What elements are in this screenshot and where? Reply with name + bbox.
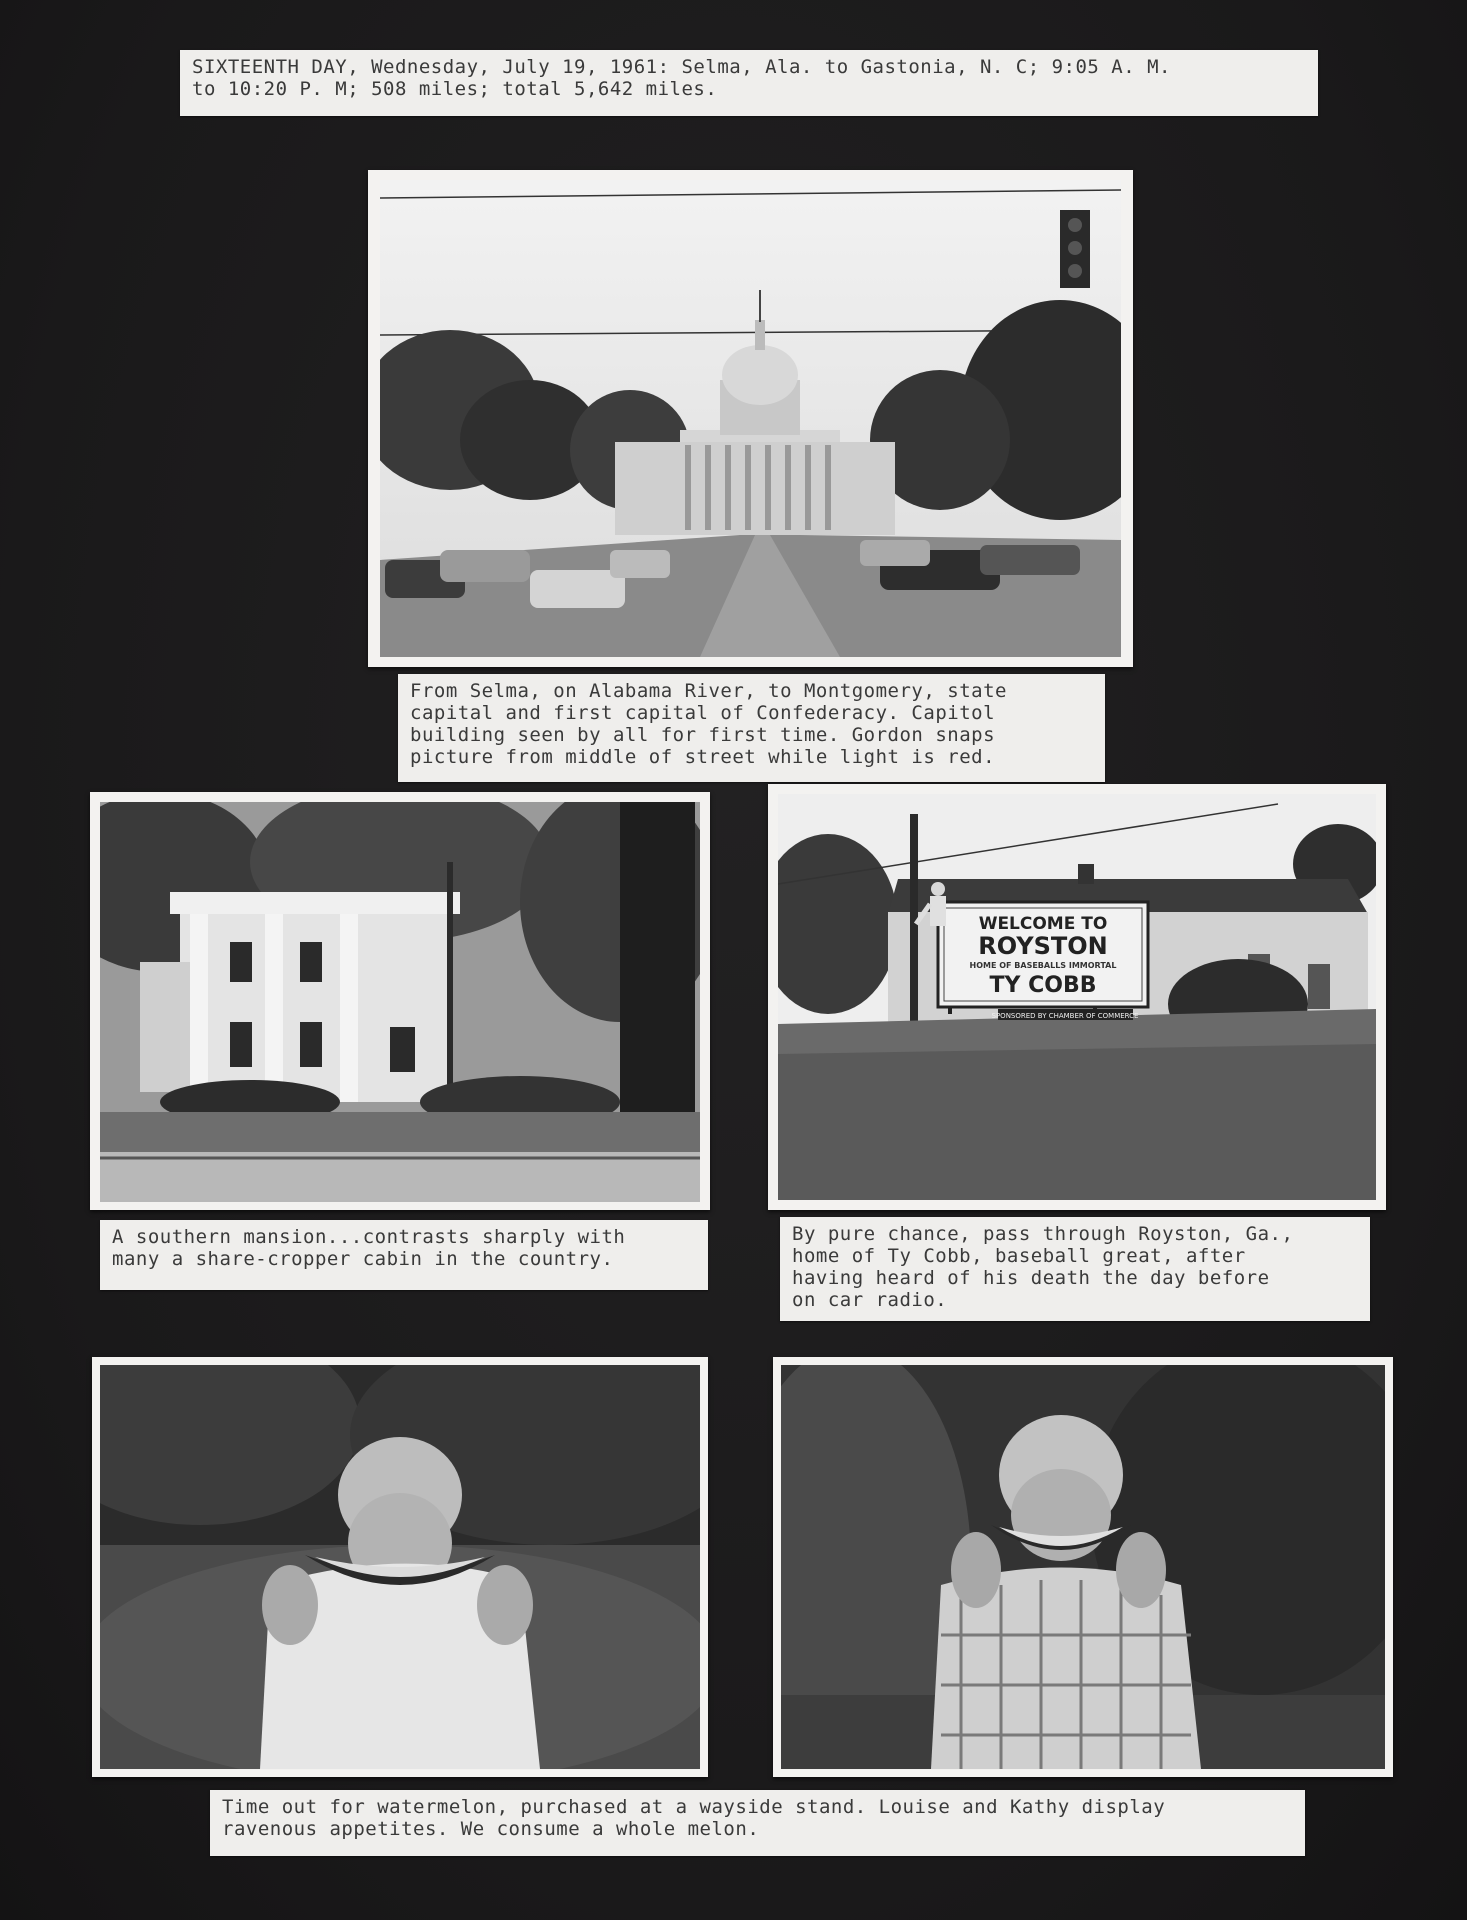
watermelon-photo-left [92,1357,708,1777]
sign-line2: ROYSTON [978,932,1108,960]
sign-line4: TY COBB [989,973,1097,998]
watermelon-caption: Time out for watermelon, purchased at a wayside stand. Louise and Kathy display ravenous appetites. We consume a whole melon. [210,1790,1305,1856]
royston-photo [768,784,1386,1210]
mansion-caption: A southern mansion...contrasts sharply with many a share-cropper cabin in the country. [100,1220,708,1290]
watermelon-photo-right [773,1357,1393,1777]
sign-line5: SPONSORED BY CHAMBER OF COMMERCE [991,1012,1139,1020]
sign-line3: HOME OF BASEBALLS IMMORTAL [969,961,1117,970]
sign-line1: WELCOME TO [978,914,1108,934]
royston-caption: By pure chance, pass through Royston, Ga., home of Ty Cobb, baseball great, after having heard of his death the day before on car radio. [780,1217,1370,1321]
mansion-photo [90,792,710,1210]
capitol-caption: From Selma, on Alabama River, to Montgomery, state capital and first capital of Confederacy. Capitol building seen by all for first time. Gordon snaps picture from middle of street while light is red. [398,674,1105,782]
capitol-photo [368,170,1133,667]
day-header-label: SIXTEENTH DAY, Wednesday, July 19, 1961: Selma, Ala. to Gastonia, N. C; 9:05 A. M. to 10:20 P. M; 508 miles; total 5,642 miles. [180,50,1318,116]
